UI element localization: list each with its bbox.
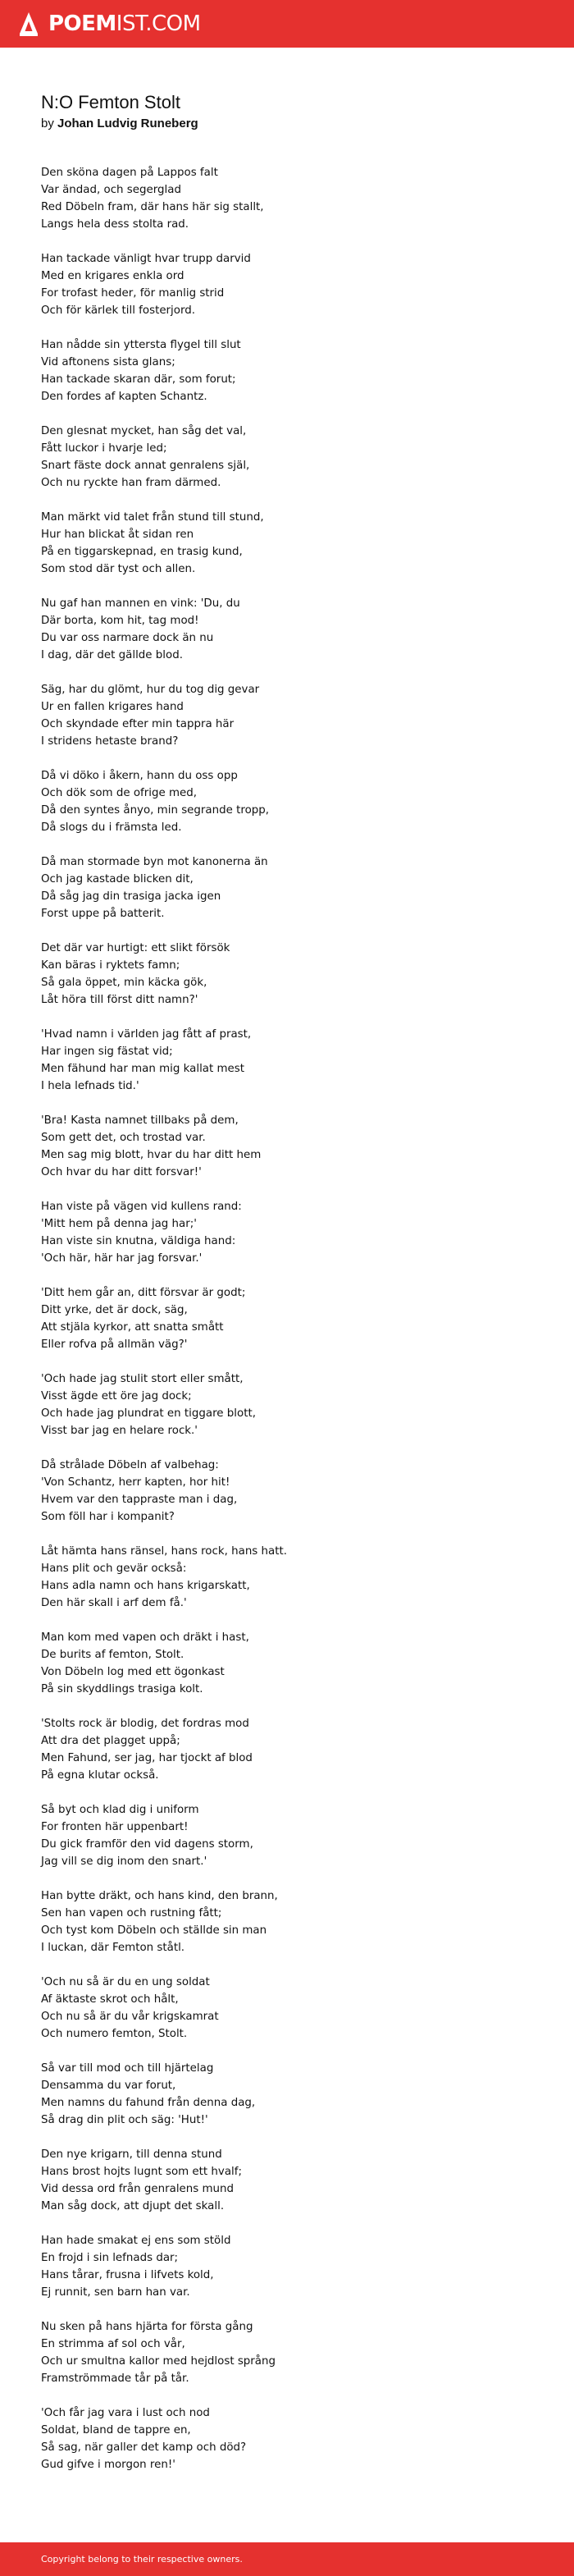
poem-line: Soldat, bland de tappre en, [41,2424,191,2436]
poem-line: Men namns du fahund från denna dag, [41,2097,256,2109]
poem-line: Att stjäla kyrkor, att snatta smått [41,1321,224,1334]
poem-line: En frojd i sin lefnads dar; [41,2252,179,2264]
poem-line: Hans brost hojts lugnt som ett hvalf; [41,2166,242,2178]
poem-line: Så var till mod och till hjärtelag [41,2062,214,2075]
poem-stanza [41,1801,533,1870]
poem-line: 'Och får jag vara i lust och nod [41,2407,210,2419]
poem-stanza [41,1284,533,1353]
poem-line: Låt höra till först ditt namn?' [41,994,198,1006]
poem-line: Du var oss narmare dock än nu [41,632,214,644]
poem-stanza [41,940,533,1009]
poem-line: Densamma du var forut, [41,2080,176,2092]
poem-stanza [41,1370,533,1439]
poem-line: For trofast heder, för manlig strid [41,287,225,300]
poem-line: I dag, där det gällde blod. [41,649,183,661]
poem-stanza [41,250,533,319]
poem-line: Den här skall i arf dem få.' [41,1597,187,1609]
poem-stanza [41,2146,533,2215]
poem-line: Han viste på vägen vid kullens rand: [41,1201,242,1213]
poem-line: Du gick framför den vid dagens storm, [41,1838,253,1851]
poem-line: 'Och hade jag stulit stort eller smått, [41,1373,244,1385]
poem-line: Då strålade Döbeln af valbehag: [41,1459,219,1471]
poem-line: Han viste sin knutna, väldiga hand: [41,1235,236,1247]
poem-line: Vid aftonens sista glans; [41,356,175,368]
poem-stanza [41,1629,533,1698]
poem-stanza [41,1026,533,1095]
poem-stanza [41,1198,533,1267]
poem-line: Hur han blickat åt sidan ren [41,528,194,541]
poem-line: Och jag kastade blicken dit, [41,873,194,885]
poem-line: De burits af femton, Stolt. [41,1649,184,1661]
poem-line: Så byt och klad dig i uniform [41,1804,199,1816]
poem-line: Så drag din plit och säg: 'Hut!' [41,2114,208,2126]
poem-line: Då vi döko i åkern, hann du oss opp [41,770,238,782]
poem-line: Ur en fallen krigares hand [41,701,184,713]
poem-line: Fått luckor i hvarje led; [41,442,167,455]
poem-byline [41,115,533,133]
poem-line: Det där var hurtigt: ett slikt försök [41,942,230,954]
poem-stanza [41,509,533,578]
poem-line: Då slogs du i främsta led. [41,821,182,834]
site-logo[interactable] [48,13,201,34]
poem-stanza [41,681,533,750]
poem-line: Sen han vapen och rustning fått; [41,1907,222,1919]
poem-line: For fronten här uppenbart! [41,1821,189,1833]
poem-line: Som stod där tyst och allen. [41,563,196,575]
poem-line: Och nu så är du vår krigskamrat [41,2011,219,2023]
poem-line: Framströmmade tår på tår. [41,2372,189,2385]
poem-line: Nu sken på hans hjärta for första gång [41,2321,253,2333]
poem-line: Så gala öppet, min käcka gök, [41,977,207,989]
poem-stanza [41,1974,533,2043]
poem-line: Kan bäras i ryktets famn; [41,959,180,972]
logo-text-bold: POEM [48,11,116,36]
poem-line: I stridens hetaste brand? [41,735,179,748]
poem-line: Och ur smultna kallor med hejdlost språng [41,2355,276,2368]
poem-line: Hans adla namn och hans krigarskatt, [41,1580,250,1592]
poem-line: Eller rofva på allmän väg?' [41,1338,188,1351]
poem-stanza [41,853,533,922]
poem-line: Och hade jag plundrat en tiggare blott, [41,1407,256,1420]
poem-line: Då den syntes ånyo, min segrande tropp, [41,804,270,817]
poem-title: N:O Femton Stolt [41,92,180,112]
poem-line: Langs hela dess stolta rad. [41,218,189,231]
poem-line: 'Von Schantz, herr kapten, hor hit! [41,1476,230,1489]
poem-line: Och numero femton, Stolt. [41,2028,188,2040]
poem-line: Men Fahund, ser jag, har tjockt af blod [41,1752,253,1764]
poem-line: Den nye krigarn, till denna stund [41,2148,222,2161]
poem-stanza [41,2404,533,2473]
poem-line: Och skyndade efter min tappra här [41,718,235,730]
poem-line: På en tiggarskepnad, en trasig kund, [41,546,243,558]
poem-line: Och hvar du har ditt forsvar!' [41,1166,202,1178]
poem-line: Låt hämta hans ränsel, hans rock, hans hatt. [41,1545,287,1558]
poem-line: Har ingen sig fästat vid; [41,1045,173,1058]
site-header [0,0,574,48]
poem-line: Den fordes af kapten Schantz. [41,391,207,403]
poem-line: Men sag mig blott, hvar du har ditt hem [41,1149,262,1161]
poem-line: Gud gifve i morgon ren!' [41,2459,175,2471]
poem-line: Att dra det plagget uppå; [41,1735,180,1747]
poem-stanza [41,423,533,492]
poem-line: Han nådde sin yttersta flygel till slut [41,339,241,351]
poem-line: Han bytte dräkt, och hans kind, den brann, [41,1890,278,1902]
poem-line: Man kom med vapen och dräkt i hast, [41,1631,249,1644]
poem-line: I luckan, där Femton ståtl. [41,1942,185,1954]
poem-stanza [41,2232,533,2301]
poem-line: Så sag, när galler det kamp och död? [41,2441,247,2454]
poem-line: Forst uppe på batterit. [41,908,165,920]
poem-content [0,48,574,2542]
poem-line: Den sköna dagen på Lappos falt [41,167,218,179]
poem-line: Där borta, kom hit, tag mod! [41,615,199,627]
poem-line: Hans plit och gevär också: [41,1563,187,1575]
poem-stanza [41,595,533,664]
poem-line: Af äktaste skrot och hålt, [41,1993,179,2006]
poem-stanza [41,164,533,233]
poem-line: Och tyst kom Döbeln och ställde sin man [41,1924,267,1937]
poem-line: Han tackade skaran där, som forut; [41,373,236,386]
poem-line: Red Döbeln fram, där hans här sig stallt, [41,201,264,213]
poem-stanza [41,2060,533,2129]
poem-line: Var ändad, och segerglad [41,184,181,196]
poem-stanza [41,1887,533,1956]
poem-line: Hvem var den tappraste man i dag, [41,1494,238,1506]
poem-line: På egna klutar också. [41,1769,159,1782]
poem-stanza [41,1543,533,1612]
poem-line: Vid dessa ord från genralens mund [41,2183,235,2195]
site-footer [0,2542,574,2576]
poem-line: Då man stormade byn mot kanonerna än [41,856,268,868]
poem-line: Man märkt vid talet från stund till stund, [41,511,264,524]
poem-stanza [41,1457,533,1526]
poem-line: Hans tårar, frusna i lifvets kold, [41,2269,214,2281]
poem-line: En strimma af sol och vår, [41,2338,185,2350]
poem-line: 'Mitt hem på denna jag har;' [41,1218,197,1230]
poem-line: Visst ägde ett öre jag dock; [41,1390,192,1402]
poem-line: Den glesnat mycket, han såg det val, [41,425,247,437]
poem-line: Visst bar jag en helare rock.' [41,1425,198,1437]
poem-line: Och nu ryckte han fram därmed. [41,477,221,489]
copyright-text: Copyright belong to their respective owners. [41,2554,243,2565]
poem-line: Med en krigares enkla ord [41,270,184,282]
poem-line: Ej runnit, sen barn han var. [41,2286,190,2299]
poem-line: Man såg dock, att djupt det skall. [41,2200,225,2212]
poem-line: Som gett det, och trostad var. [41,1132,206,1144]
poem-stanza [41,1715,533,1784]
poem-line: 'Ditt hem går an, ditt försvar är godt; [41,1287,246,1299]
poem-line: Jag vill se dig inom den snart.' [41,1855,207,1868]
poem-line: 'Bra! Kasta namnet tillbaks på dem, [41,1114,239,1127]
poem-line: 'Och här, här har jag forsvar.' [41,1252,203,1265]
poem-body [41,164,533,2473]
poem-line: 'Stolts rock är blodig, det fordras mod [41,1718,249,1730]
poem-line: Som föll har i kompanit? [41,1511,175,1523]
poem-stanza [41,2318,533,2387]
poem-line: Säg, har du glömt, hur du tog dig gevar [41,684,260,696]
poem-line: Och dök som de ofrige med, [41,787,197,799]
poem-author[interactable]: Johan Ludvig Runeberg [57,117,198,130]
poem-line: Nu gaf han mannen en vink: 'Du, du [41,597,240,610]
poem-line: Han tackade vänligt hvar trupp darvid [41,253,251,265]
pen-nib-icon[interactable] [18,11,39,36]
poem-stanza [41,767,533,836]
poem-line: I hela lefnads tid.' [41,1080,139,1092]
poem-stanza [41,336,533,405]
poem-line: Och för kärlek till fosterjord. [41,304,195,317]
poem-line: 'Hvad namn i världen jag fått af prast, [41,1028,252,1041]
poem-stanza [41,1112,533,1181]
by-label: by [41,117,54,130]
poem-line: Snart fäste dock annat genralens själ, [41,460,250,472]
logo-text-light: IST.COM [116,11,201,36]
poem-line: Von Döbeln log med ett ögonkast [41,1666,225,1678]
poem-line: Då såg jag din trasiga jacka igen [41,890,221,903]
poem-line: På sin skyddlings trasiga kolt. [41,1683,203,1695]
poem-line: Ditt yrke, det är dock, säg, [41,1304,188,1316]
poem-line: Han hade smakat ej ens som stöld [41,2235,231,2247]
poem-line: Men fähund har man mig kallat mest [41,1063,245,1075]
poem-line: 'Och nu så är du en ung soldat [41,1976,210,1988]
